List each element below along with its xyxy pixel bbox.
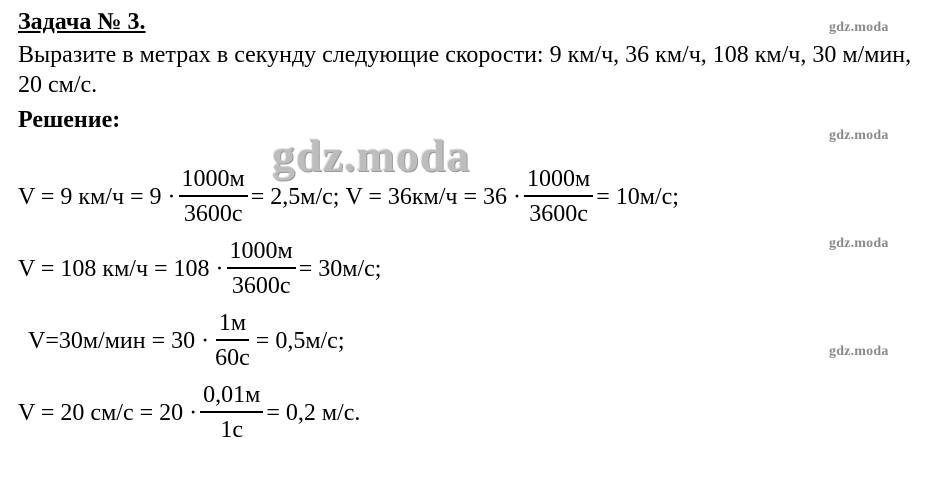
fraction-1a-numerator: 1000м [179, 166, 248, 197]
watermark-small-4: gdz.moda [829, 344, 889, 359]
task-title: Задача № 3. [18, 9, 146, 35]
equation-3-rhs: = 0,5м/с; [255, 327, 345, 354]
equation-2-rhs: = 30м/с; [298, 255, 382, 282]
fraction-1b-numerator: 1000м [524, 166, 593, 197]
fraction-1a-denominator: 3600с [183, 201, 243, 227]
equation-3-lhs: V=30м/мин = 30 · [28, 327, 210, 354]
fraction-2-denominator: 3600с [231, 273, 291, 299]
fraction-3-numerator: 1м [216, 310, 249, 341]
equation-line-4 [18, 382, 360, 443]
fraction-2-numerator: 1000м [227, 238, 296, 269]
equation-1-middle: = 2,5м/с; V = 36км/ч = 36 · [250, 183, 521, 210]
task-statement: Выразите в метрах в секунду следующие скорости: 9 км/ч, 36 км/ч, 108 км/ч, 30 м/мин, 20 см/с. [18, 42, 912, 98]
watermark-small-2: gdz.moda [829, 128, 889, 143]
fraction-4 [200, 382, 263, 443]
fraction-1a [179, 166, 248, 227]
fraction-3-denominator: 60с [215, 345, 250, 371]
watermark-large: gdz.moda [272, 130, 471, 181]
watermark-small-3: gdz.moda [829, 236, 889, 251]
equation-line-3 [28, 310, 345, 371]
equation-1-rhs: = 10м/с; [596, 183, 679, 210]
fraction-2 [227, 238, 296, 299]
solution-heading: Решение: [18, 107, 121, 133]
equation-2-lhs: V = 108 км/ч = 108 · [18, 255, 224, 282]
fraction-3 [212, 310, 253, 371]
fraction-4-numerator: 0,01м [200, 382, 263, 413]
equation-line-1 [18, 166, 679, 227]
equation-4-lhs: V = 20 см/с = 20 · [18, 399, 198, 426]
equation-4-rhs: = 0,2 м/с. [266, 399, 361, 426]
equation-1-lhs: V = 9 км/ч = 9 · [18, 183, 176, 210]
fraction-1b [524, 166, 593, 227]
fraction-4-denominator: 1с [220, 417, 244, 443]
watermark-small-1: gdz.moda [829, 20, 889, 35]
fraction-1b-denominator: 3600с [529, 201, 588, 227]
equation-line-2 [18, 238, 381, 299]
